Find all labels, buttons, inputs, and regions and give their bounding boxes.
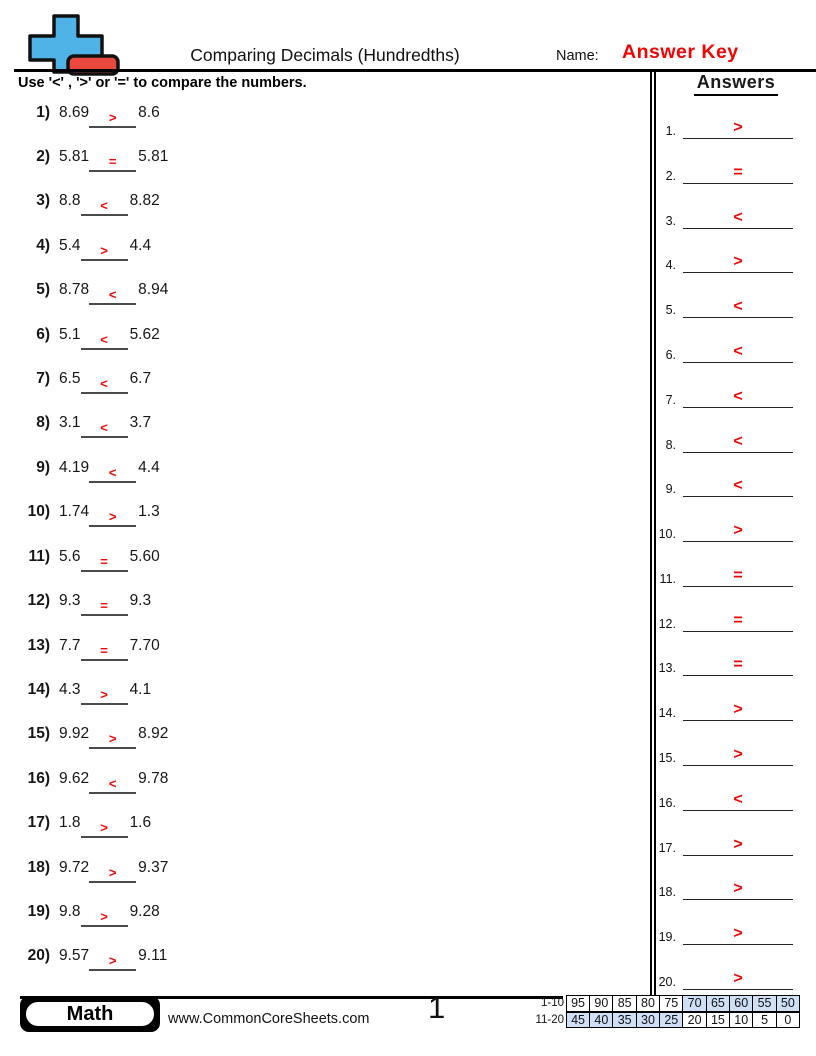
problem-answer-blank xyxy=(81,376,128,394)
answer-symbol: < xyxy=(733,387,743,405)
problem-answer-blank xyxy=(81,332,128,350)
problem-answer-blank xyxy=(81,554,128,572)
answer-number: 18. xyxy=(658,885,676,900)
problem-answer-blank xyxy=(89,110,136,128)
problem-answer-symbol: < xyxy=(100,331,108,347)
answer-line xyxy=(683,298,793,318)
answer-row xyxy=(652,919,804,945)
problem-right-value: 3.7 xyxy=(129,414,152,432)
answer-line xyxy=(683,836,793,856)
problem-left-value: 9.57 xyxy=(59,947,90,965)
answer-number: 7. xyxy=(665,392,676,407)
problem-answer-blank xyxy=(89,776,136,794)
answer-line xyxy=(683,433,793,453)
problem-number: 15) xyxy=(27,725,50,743)
answer-number: 5. xyxy=(665,303,676,318)
grading-cell: 25 xyxy=(659,1012,684,1029)
problem-right-value: 9.37 xyxy=(138,858,169,876)
problem-answer-symbol: = xyxy=(100,553,108,569)
answer-row xyxy=(652,516,804,542)
problem-left-value: 8.78 xyxy=(59,281,90,299)
answer-number: 4. xyxy=(665,258,676,273)
website-text: www.CommonCoreSheets.com xyxy=(168,1011,370,1027)
problem-right-value: 4.4 xyxy=(129,236,152,254)
problem-answer-symbol: < xyxy=(108,464,117,480)
problem-left-value: 9.3 xyxy=(59,592,81,610)
problem-row xyxy=(22,859,168,883)
answer-row xyxy=(652,292,804,318)
problem-answer-blank xyxy=(89,287,136,305)
problem-answer-blank xyxy=(89,465,136,483)
problem-row xyxy=(22,104,160,128)
problem-answer-blank xyxy=(89,154,136,172)
answer-number: 13. xyxy=(658,661,676,676)
answer-row xyxy=(652,650,804,676)
answer-row xyxy=(652,561,804,587)
answer-number: 17. xyxy=(658,840,676,855)
answer-line xyxy=(683,567,793,587)
grading-cell: 80 xyxy=(636,995,661,1012)
answer-number: 9. xyxy=(665,482,676,497)
answer-key-label: Answer Key xyxy=(622,41,739,63)
problem-right-value: 9.78 xyxy=(138,769,169,787)
answer-line xyxy=(683,880,793,900)
problem-number: 10) xyxy=(27,503,50,521)
problem-right-value: 9.11 xyxy=(138,947,168,965)
problem-left-value: 9.62 xyxy=(59,769,90,787)
answer-number: 11. xyxy=(659,571,676,586)
answer-line xyxy=(683,164,793,184)
problem-answer-symbol: > xyxy=(100,686,108,702)
subject-badge-label: Math xyxy=(24,1000,156,1028)
answer-symbol: > xyxy=(733,835,743,853)
problem-left-value: 7.7 xyxy=(59,636,81,654)
problem-row xyxy=(22,459,160,483)
problem-number: 9) xyxy=(36,458,50,476)
answer-symbol: < xyxy=(733,342,743,360)
problem-row xyxy=(22,592,151,616)
answer-symbol: = xyxy=(733,566,743,584)
answer-number: 10. xyxy=(658,527,676,542)
problem-right-value: 5.62 xyxy=(129,325,160,343)
answer-row xyxy=(652,785,804,811)
problem-right-value: 8.6 xyxy=(138,103,160,121)
grading-cell: 55 xyxy=(752,995,777,1012)
problem-answer-symbol: < xyxy=(100,198,108,214)
problem-answer-symbol: > xyxy=(100,820,108,836)
answer-row xyxy=(652,203,804,229)
problem-number: 16) xyxy=(27,769,50,787)
problem-answer-symbol: > xyxy=(108,953,117,969)
problem-left-value: 3.1 xyxy=(59,414,81,432)
grading-cell: 90 xyxy=(589,995,614,1012)
answers-heading: Answers xyxy=(656,72,816,96)
grading-cell: 30 xyxy=(636,1012,661,1029)
problem-number: 8) xyxy=(36,414,50,432)
grading-row xyxy=(527,995,800,1012)
problem-row xyxy=(22,681,151,705)
problem-row xyxy=(22,281,168,305)
answer-number: 20. xyxy=(658,975,676,989)
problem-right-value: 5.81 xyxy=(138,147,169,165)
answer-line xyxy=(683,925,793,945)
problem-row xyxy=(22,370,151,394)
answer-symbol: < xyxy=(733,432,743,450)
answer-symbol: > xyxy=(733,925,743,943)
problem-right-value: 4.4 xyxy=(138,458,160,476)
problem-left-value: 9.92 xyxy=(59,725,90,743)
problem-number: 11) xyxy=(28,547,50,565)
problem-row xyxy=(22,903,160,927)
answer-number: 19. xyxy=(658,930,676,945)
problem-answer-blank xyxy=(81,643,128,661)
answer-line xyxy=(683,388,793,408)
grading-table xyxy=(527,995,800,1028)
answer-line xyxy=(683,656,793,676)
answer-row xyxy=(652,247,804,273)
problem-answer-blank xyxy=(81,687,128,705)
problem-answer-symbol: < xyxy=(100,420,108,436)
problem-answer-symbol: = xyxy=(108,153,117,169)
problem-answer-symbol: > xyxy=(108,864,117,880)
problem-answer-blank xyxy=(81,598,128,616)
instruction-text: Use '<' , '>' or '=' to compare the numbers. xyxy=(18,75,307,91)
problem-right-value: 4.1 xyxy=(129,680,152,698)
problem-answer-symbol: = xyxy=(100,642,108,658)
subject-badge xyxy=(20,996,160,1032)
grading-cell: 95 xyxy=(566,995,591,1012)
problem-left-value: 6.5 xyxy=(59,370,81,388)
page-number: 1 xyxy=(428,990,446,1025)
answer-number: 12. xyxy=(658,616,676,631)
grading-cell: 60 xyxy=(729,995,754,1012)
answer-symbol: > xyxy=(733,701,743,719)
problem-number: 12) xyxy=(27,592,50,610)
problem-number: 20) xyxy=(27,947,50,965)
answer-number: 1. xyxy=(665,124,676,138)
answer-row xyxy=(652,427,804,453)
problem-left-value: 1.8 xyxy=(59,814,81,832)
grading-cell: 40 xyxy=(589,1012,614,1029)
problem-right-value: 7.70 xyxy=(129,636,160,654)
answer-symbol: = xyxy=(733,611,743,629)
grading-cell: 45 xyxy=(566,1012,591,1029)
answer-row xyxy=(652,158,804,184)
answer-line xyxy=(683,209,793,229)
problem-answer-symbol: > xyxy=(108,731,117,747)
problem-right-value: 1.3 xyxy=(138,503,160,521)
problem-answer-blank xyxy=(81,820,128,838)
answer-line xyxy=(683,253,793,273)
grading-cell: 75 xyxy=(659,995,684,1012)
problem-number: 4) xyxy=(36,236,50,254)
problem-answer-blank xyxy=(81,909,128,927)
problem-answer-blank xyxy=(81,198,128,216)
problem-answer-symbol: < xyxy=(100,376,108,392)
grading-cell: 50 xyxy=(776,995,801,1012)
grading-cell: 0 xyxy=(776,1012,801,1029)
problem-number: 17) xyxy=(27,814,50,832)
problem-answer-blank xyxy=(89,953,136,971)
problem-right-value: 5.60 xyxy=(129,547,160,565)
answer-symbol: > xyxy=(733,746,743,764)
problem-number: 14) xyxy=(27,680,50,698)
answer-row xyxy=(652,113,804,139)
answer-line xyxy=(683,970,793,990)
grading-cell: 85 xyxy=(612,995,637,1012)
problem-number: 5) xyxy=(36,281,50,299)
problem-number: 1) xyxy=(36,103,50,121)
problem-number: 3) xyxy=(36,192,50,210)
page-title: Comparing Decimals (Hundredths) xyxy=(190,45,460,65)
answer-row xyxy=(652,606,804,632)
answer-symbol: < xyxy=(733,477,743,495)
grading-cell: 65 xyxy=(706,995,731,1012)
problem-number: 19) xyxy=(27,903,50,921)
answer-symbol: > xyxy=(733,253,743,271)
answer-line xyxy=(683,522,793,542)
grading-cell: 70 xyxy=(682,995,707,1012)
answer-number: 8. xyxy=(665,437,676,452)
problem-answer-symbol: > xyxy=(100,242,108,258)
problem-left-value: 1.74 xyxy=(59,503,90,521)
answer-line xyxy=(683,701,793,721)
answer-line xyxy=(683,791,793,811)
problem-row xyxy=(22,725,168,749)
problem-row xyxy=(22,192,160,216)
problem-left-value: 8.69 xyxy=(59,103,90,121)
answer-line xyxy=(683,746,793,766)
answer-symbol: > xyxy=(733,880,743,898)
answer-number: 16. xyxy=(658,795,676,810)
problem-right-value: 6.7 xyxy=(129,370,152,388)
problem-left-value: 5.1 xyxy=(59,325,81,343)
answer-line xyxy=(683,343,793,363)
answer-row xyxy=(652,964,804,990)
problem-right-value: 8.82 xyxy=(129,192,160,210)
problem-left-value: 5.6 xyxy=(59,547,81,565)
problem-row xyxy=(22,947,167,971)
problem-left-value: 4.19 xyxy=(59,458,90,476)
grading-cell: 5 xyxy=(752,1012,777,1029)
problem-left-value: 5.4 xyxy=(59,236,81,254)
answer-symbol: > xyxy=(733,119,743,136)
problem-answer-symbol: > xyxy=(100,909,108,925)
problem-row xyxy=(22,770,168,794)
problem-right-value: 8.94 xyxy=(138,281,169,299)
problem-right-value: 9.3 xyxy=(129,592,152,610)
grading-row-label: 11-20 xyxy=(535,1013,564,1026)
problem-answer-blank xyxy=(89,731,136,749)
problem-row xyxy=(22,637,160,661)
problem-answer-blank xyxy=(81,243,128,261)
problem-row xyxy=(22,548,160,572)
answer-symbol: < xyxy=(733,208,743,226)
grading-row-label: 1-10 xyxy=(540,997,564,1009)
answer-symbol: = xyxy=(733,163,743,181)
problem-answer-symbol: > xyxy=(108,509,117,525)
problem-number: 2) xyxy=(36,147,50,165)
problem-answer-symbol: < xyxy=(108,775,117,791)
answer-symbol: = xyxy=(733,656,743,674)
problem-left-value: 9.8 xyxy=(59,903,81,921)
answer-symbol: < xyxy=(733,790,743,808)
grading-cell: 15 xyxy=(706,1012,731,1029)
problem-row xyxy=(22,503,160,527)
problem-row xyxy=(22,326,160,350)
answer-row xyxy=(652,740,804,766)
answer-symbol: > xyxy=(733,522,743,540)
name-label: Name: xyxy=(556,48,599,64)
problem-row xyxy=(22,814,151,838)
problem-answer-blank xyxy=(81,420,128,438)
answer-row xyxy=(652,382,804,408)
answer-number: 15. xyxy=(658,751,676,766)
problem-row xyxy=(22,148,168,172)
problem-left-value: 8.8 xyxy=(59,192,81,210)
answer-line xyxy=(683,612,793,632)
problem-number: 13) xyxy=(27,636,50,654)
grading-cell: 35 xyxy=(612,1012,637,1029)
problem-row xyxy=(22,237,151,261)
grading-row xyxy=(527,1012,800,1029)
answer-number: 6. xyxy=(665,347,676,362)
answer-number: 3. xyxy=(665,213,676,228)
problem-right-value: 9.28 xyxy=(129,903,160,921)
grading-cell: 20 xyxy=(682,1012,707,1029)
answer-line xyxy=(683,119,793,139)
problem-answer-blank xyxy=(89,509,136,527)
answer-row xyxy=(652,337,804,363)
answer-symbol: > xyxy=(733,970,743,987)
problem-answer-blank xyxy=(89,865,136,883)
problem-right-value: 8.92 xyxy=(138,725,169,743)
problem-left-value: 9.72 xyxy=(59,858,90,876)
problem-left-value: 5.81 xyxy=(59,147,90,165)
problem-right-value: 1.6 xyxy=(129,814,152,832)
problem-number: 18) xyxy=(27,858,50,876)
problem-answer-symbol: = xyxy=(100,598,108,614)
answer-number: 2. xyxy=(665,168,676,183)
grading-cell: 10 xyxy=(729,1012,754,1029)
answer-line xyxy=(683,477,793,497)
answer-number: 14. xyxy=(658,706,676,721)
problem-number: 7) xyxy=(36,370,50,388)
answer-row xyxy=(652,471,804,497)
answer-row xyxy=(652,830,804,856)
problem-left-value: 4.3 xyxy=(59,680,81,698)
problem-row xyxy=(22,414,151,438)
answer-row xyxy=(652,874,804,900)
problem-answer-symbol: > xyxy=(108,109,117,125)
problem-number: 6) xyxy=(36,325,50,343)
answer-symbol: < xyxy=(733,298,743,316)
answer-row xyxy=(652,695,804,721)
problem-answer-symbol: < xyxy=(108,287,117,303)
